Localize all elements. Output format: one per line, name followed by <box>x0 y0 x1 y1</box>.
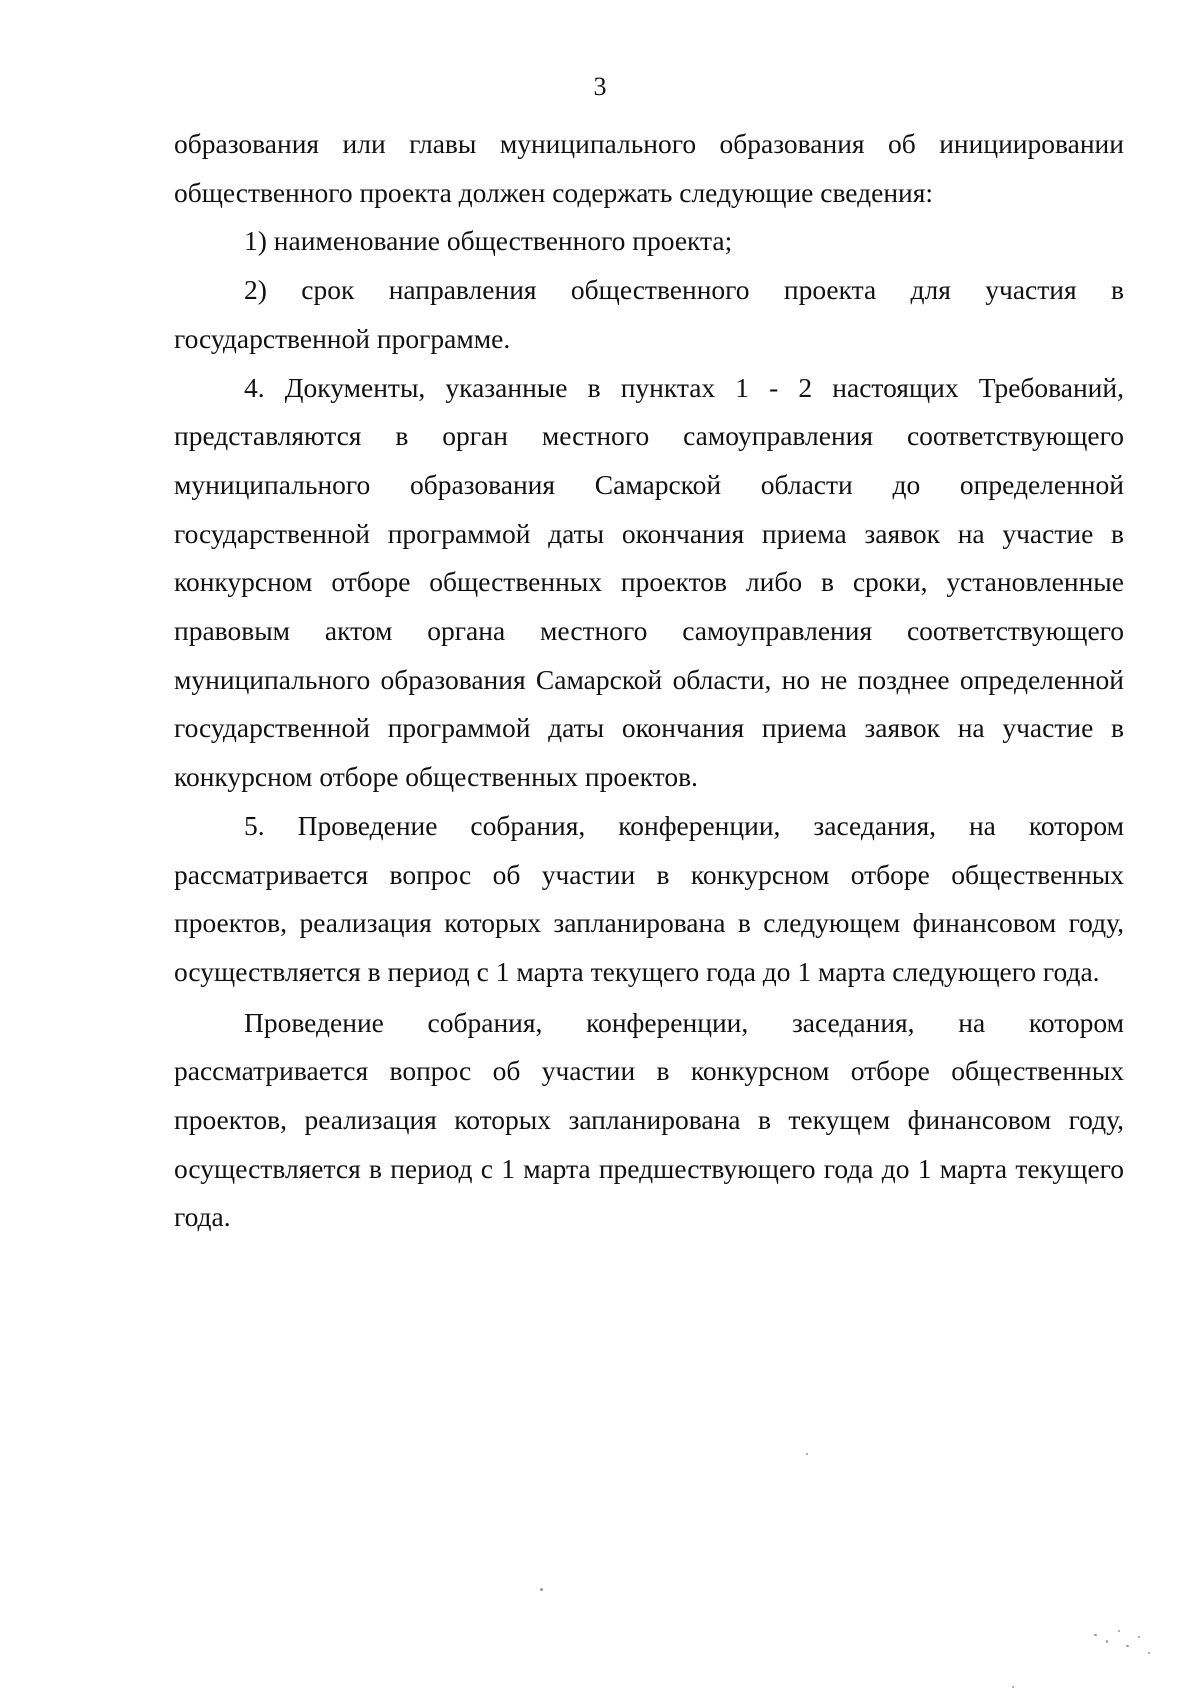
list-item-1: 1) наименование общественного проекта; <box>244 225 733 257</box>
scan-speck <box>540 1588 543 1591</box>
list-item-2: 2) срок направления общественного проекта для участия в государственной программе. <box>174 274 1124 354</box>
page-number: 3 <box>593 72 607 101</box>
paragraph-clause-5: 5. Проведение собрания, конференции, заседания, на котором рассматривается вопрос об участии в конкурсном отборе общественных проектов, реализация которых запланирована в следующем финансовом году, осуществляется в период с 1 марта текущего года до 1 марта следующего года. <box>174 809 1124 987</box>
scan-speck <box>1118 1630 1120 1632</box>
scan-speck <box>1012 1686 1014 1688</box>
scan-speck <box>806 1453 808 1455</box>
paragraph-clause-4: 4. Документы, указанные в пунктах 1 - 2 настоящих Требований, представляются в орган местного самоуправления соответствующего муниципального образования Самарской области до определенной государственной программой даты окончания приема заявок на участие в конкурсном отборе общественных проектов либо в сроки, установленные правовым актом органа местного самоуправления соответствующего муниципального образования Самарской области, но не позднее определенной государственной программой даты окончания приема заявок на участие в конкурсном отборе общественных проектов. <box>174 371 1124 793</box>
scan-speck <box>1148 1652 1150 1654</box>
scan-speck <box>1126 1645 1129 1647</box>
scan-speck <box>1094 1634 1097 1636</box>
paragraph-clause-5-continued: Проведение собрания, конференции, заседания, на котором рассматривается вопрос об участии в конкурсном отборе общественных проектов, реализация которых запланирована в текущем финансовом году, осуществляется в период с 1 марта предшествующего года до 1 марта текущего года. <box>174 1006 1124 1233</box>
scan-speck <box>1106 1640 1108 1643</box>
document-body <box>174 120 1124 1242</box>
scan-speck <box>1138 1636 1140 1638</box>
paragraph-continuation: образования или главы муниципального образования об инициировании общественного проекта должен содержать следующие сведения: <box>174 128 1124 208</box>
